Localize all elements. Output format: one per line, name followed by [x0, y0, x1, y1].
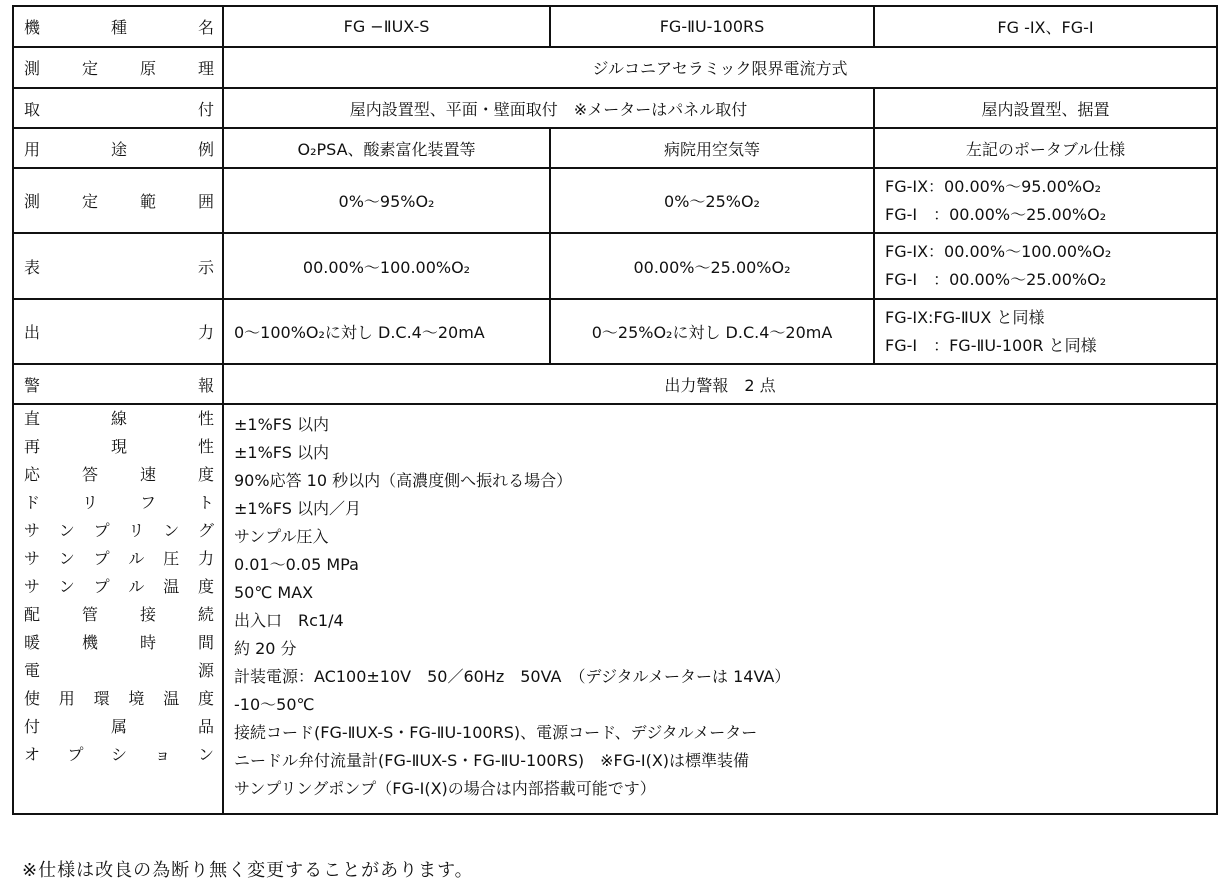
common-label: ド リ フ ト [24, 493, 214, 512]
label-model: 機 種 名 [13, 6, 223, 47]
display-3: FG-IX：00.00%〜100.00%O₂ FG-I ：00.00%〜25.00%O₂ [874, 233, 1217, 299]
common-value: 約 20 分 [234, 639, 297, 658]
usage-3: 左記のポータブル仕様 [874, 128, 1217, 168]
common-label: サ ン プ ル 圧 力 [24, 549, 214, 568]
row-mounting [13, 88, 1217, 128]
common-label [24, 769, 214, 797]
common-label: オ プ シ ョ ン [24, 745, 214, 764]
display-2: 00.00%〜25.00%O₂ [550, 233, 874, 299]
usage-2: 病院用空気等 [550, 128, 874, 168]
label-principle: 測 定 原 理 [13, 47, 223, 88]
model-3: FG -IX、FG-I [874, 6, 1217, 47]
common-value: ±1%FS 以内 [234, 443, 329, 462]
common-values [223, 404, 1217, 814]
range-1: 0%〜95%O₂ [223, 168, 550, 233]
common-label: 直 線 性 [24, 409, 214, 428]
common-label: 使 用 環 境 温 度 [24, 689, 214, 708]
footnote: ※仕様は改良の為断り無く変更することがあります。 [22, 860, 474, 881]
output-1: 0〜100%O₂に対し D.C.4〜20mA [223, 299, 550, 364]
model-2: FG-ⅡU-100RS [550, 6, 874, 47]
row-display [13, 233, 1217, 299]
output-3: FG-IX:FG-ⅡUX と同様 FG-I ：FG-ⅡU-100R と同様 [874, 299, 1217, 364]
row-output [13, 299, 1217, 364]
label-range: 測 定 範 囲 [13, 168, 223, 233]
common-label: 配 管 接 続 [24, 605, 214, 624]
common-value: サンプル圧入 [234, 527, 329, 546]
common-value: 接続コード(FG-ⅡUX-S・FG-ⅡU-100RS)、電源コード、デジタルメーター [234, 723, 758, 742]
common-label: 再 現 性 [24, 437, 214, 456]
label-alarm: 警 報 [13, 364, 223, 404]
row-range [13, 168, 1217, 233]
spec-table [12, 5, 1218, 815]
label-display: 表 示 [13, 233, 223, 299]
common-value: 90%応答 10 秒以内（高濃度側へ振れる場合） [234, 471, 573, 490]
row-principle [13, 47, 1217, 88]
output-2: 0〜25%O₂に対し D.C.4〜20mA [550, 299, 874, 364]
common-label: サ ン プ ル 温 度 [24, 577, 214, 596]
usage-1: O₂PSA、酸素富化装置等 [223, 128, 550, 168]
label-mounting: 取 付 [13, 88, 223, 128]
alarm-value: 出力警報 2 点 [223, 364, 1217, 404]
mounting-value-3: 屋内設置型、据置 [874, 88, 1217, 128]
common-value: ニードル弁付流量計(FG-ⅡUX-S・FG-ⅡU-100RS) ※FG-I(X)は標準装備 [234, 751, 750, 770]
common-label: 暖 機 時 間 [24, 633, 214, 652]
mounting-value-12: 屋内設置型、平面・壁面取付 ※メーターはパネル取付 [223, 88, 874, 128]
row-alarm [13, 364, 1217, 404]
common-label: 付 属 品 [24, 717, 214, 736]
common-value: サンプリングポンプ（FG-I(X)の場合は内部搭載可能です） [234, 779, 656, 798]
common-value: -10〜50℃ [234, 695, 315, 714]
common-label: 電 源 [24, 661, 214, 680]
common-value: 計装電源：AC100±10V 50／60Hz 50VA （デジタルメーターは 14VA） [234, 667, 791, 686]
principle-value: ジルコニアセラミック限界電流方式 [223, 47, 1217, 88]
model-1: FG −ⅡUX-S [223, 6, 550, 47]
common-value: ±1%FS 以内／月 [234, 499, 361, 518]
common-value: 50℃ MAX [234, 583, 314, 602]
range-3: FG-IX：00.00%〜95.00%O₂ FG-I ：00.00%〜25.00%O₂ [874, 168, 1217, 233]
display-1: 00.00%〜100.00%O₂ [223, 233, 550, 299]
label-output: 出 力 [13, 299, 223, 364]
label-usage: 用 途 例 [13, 128, 223, 168]
common-value: 0.01〜0.05 MPa [234, 555, 359, 574]
common-labels [13, 404, 223, 814]
row-common-specs [13, 404, 1217, 814]
common-label: サ ン プ リ ン グ [24, 521, 214, 540]
common-label: 応 答 速 度 [24, 465, 214, 484]
row-usage [13, 128, 1217, 168]
row-model [13, 6, 1217, 47]
range-2: 0%〜25%O₂ [550, 168, 874, 233]
common-value: 出入口 Rc1/4 [234, 611, 344, 630]
common-value: ±1%FS 以内 [234, 415, 329, 434]
